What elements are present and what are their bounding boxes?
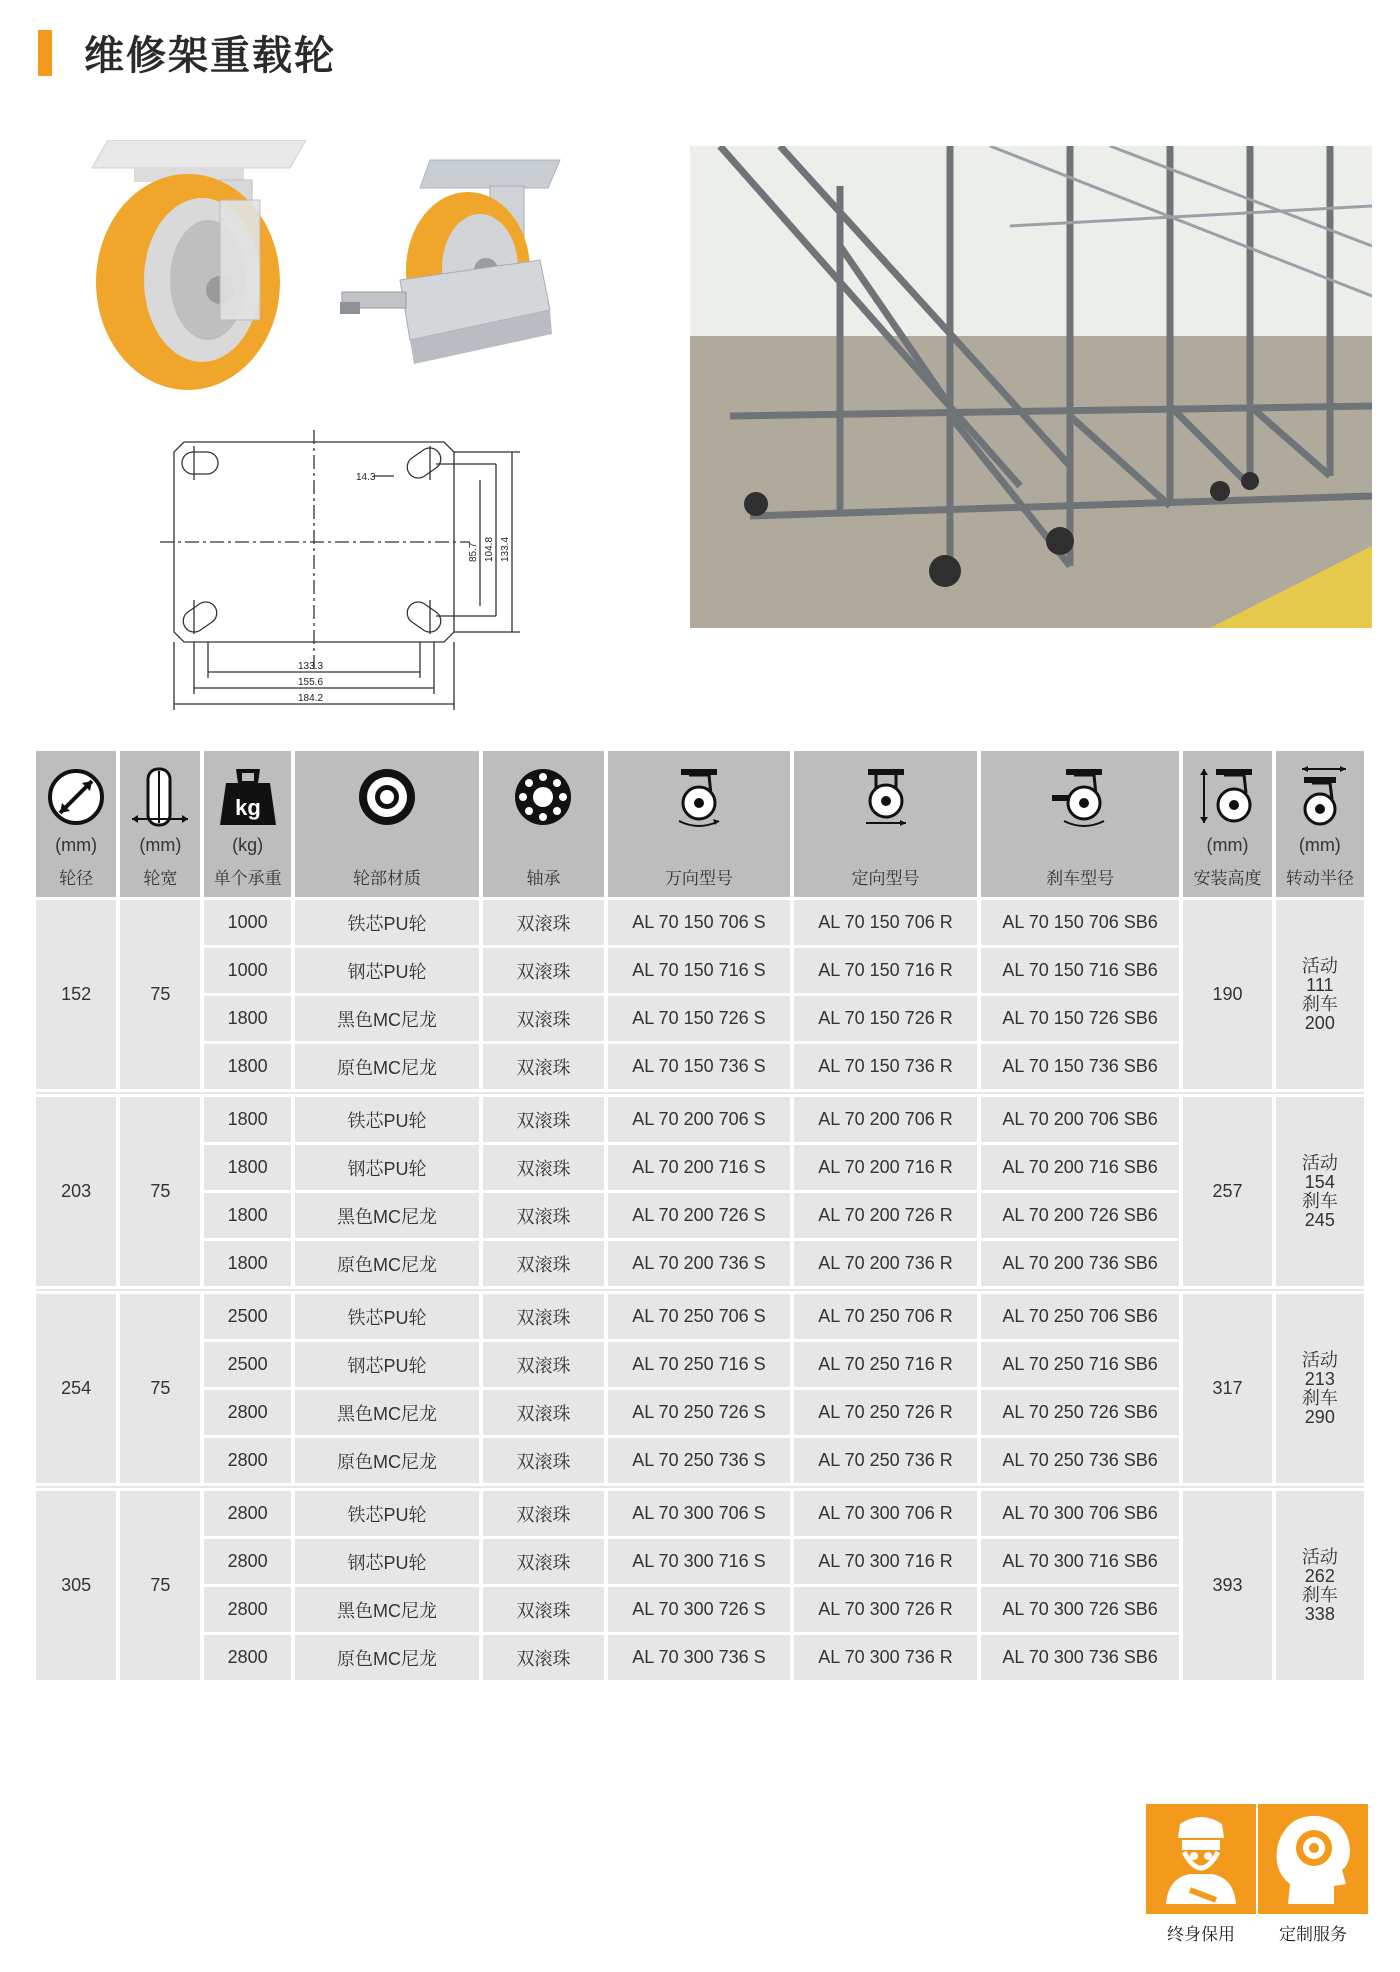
cell-swivel-radius xyxy=(1276,900,1364,1089)
cell-brake-model: AL 70 150 736 SB6 xyxy=(981,1044,1180,1089)
cell-bearing: 双滚珠 xyxy=(483,1193,603,1238)
cell-bearing: 双滚珠 xyxy=(483,1491,603,1536)
table-row xyxy=(36,900,1364,945)
brake-caster-photo xyxy=(340,150,570,380)
cell-mount-height: 317 xyxy=(1183,1294,1271,1483)
cell-diameter: 203 xyxy=(36,1097,116,1286)
cell-fixed-model: AL 70 250 716 R xyxy=(794,1342,977,1387)
table-row xyxy=(36,1342,1364,1387)
table-row xyxy=(36,1097,1364,1142)
cell-bearing: 双滚珠 xyxy=(483,1587,603,1632)
cell-fixed-model: AL 70 250 706 R xyxy=(794,1294,977,1339)
radius-line: 290 xyxy=(1304,1406,1335,1427)
swivel-caster-icon xyxy=(667,765,731,829)
cell-material: 原色MC尼龙 xyxy=(295,1044,480,1089)
dim-104-8: 104.8 xyxy=(484,536,495,562)
cell-fixed-model: AL 70 300 736 R xyxy=(794,1635,977,1680)
cell-swivel-model: AL 70 300 736 S xyxy=(608,1635,791,1680)
cell-material: 黑色MC尼龙 xyxy=(295,1390,480,1435)
lifetime-warranty-badge xyxy=(1146,1804,1256,1914)
cell-brake-model: AL 70 300 706 SB6 xyxy=(981,1491,1180,1536)
spec-table xyxy=(32,748,1368,1683)
cell-swivel-model: AL 70 250 716 S xyxy=(608,1342,791,1387)
cell-bearing: 双滚珠 xyxy=(483,1635,603,1680)
table-row xyxy=(36,996,1364,1041)
radius-line: 245 xyxy=(1304,1209,1335,1230)
fixed-caster-icon xyxy=(854,765,918,829)
cell-brake-model: AL 70 300 736 SB6 xyxy=(981,1635,1180,1680)
cell-brake-model: AL 70 300 726 SB6 xyxy=(981,1587,1180,1632)
cell-bearing: 双滚珠 xyxy=(483,900,603,945)
radius-line: 活动 xyxy=(1301,1546,1338,1567)
cell-width: 75 xyxy=(120,1491,200,1680)
table-row xyxy=(36,948,1364,993)
table-header-row xyxy=(36,751,1364,897)
cell-bearing: 双滚珠 xyxy=(483,1539,603,1584)
cell-swivel-model: AL 70 150 736 S xyxy=(608,1044,791,1089)
cell-swivel-model: AL 70 200 736 S xyxy=(608,1241,791,1286)
cell-bearing: 双滚珠 xyxy=(483,996,603,1041)
cell-bearing: 双滚珠 xyxy=(483,1438,603,1483)
cell-load: 1800 xyxy=(204,1044,290,1089)
radius-line: 活动 xyxy=(1301,955,1338,976)
lifetime-warranty-label: 终身保用 xyxy=(1167,1925,1235,1945)
table-row xyxy=(36,1635,1364,1680)
cell-brake-model: AL 70 250 706 SB6 xyxy=(981,1294,1180,1339)
header-load: kg (kg) 单个承重 xyxy=(204,751,290,897)
cell-material: 黑色MC尼龙 xyxy=(295,1193,480,1238)
cell-bearing: 双滚珠 xyxy=(483,1097,603,1142)
cell-bearing: 双滚珠 xyxy=(483,948,603,993)
cell-material: 铁芯PU轮 xyxy=(295,900,480,945)
header-swivel: 万向型号 xyxy=(608,751,791,897)
custom-service-badge xyxy=(1258,1804,1368,1914)
table-row xyxy=(36,1044,1364,1089)
cell-mount-height: 393 xyxy=(1183,1491,1271,1680)
dim-85-7: 85.7 xyxy=(468,542,479,562)
header-width: (mm) 轮宽 xyxy=(120,751,200,897)
cell-fixed-model: AL 70 250 736 R xyxy=(794,1438,977,1483)
cell-fixed-model: AL 70 300 726 R xyxy=(794,1587,977,1632)
cell-brake-model: AL 70 250 726 SB6 xyxy=(981,1390,1180,1435)
mount-height-icon xyxy=(1196,765,1260,829)
cell-material: 黑色MC尼龙 xyxy=(295,996,480,1041)
swivel-radius-icon xyxy=(1288,765,1352,829)
lifetime-warranty-icon xyxy=(1146,1804,1256,1914)
header-fixed: 定向型号 xyxy=(794,751,977,897)
svg-text:kg: kg xyxy=(234,795,261,820)
cell-material: 原色MC尼龙 xyxy=(295,1635,480,1680)
table-row xyxy=(36,1294,1364,1339)
radius-line: 活动 xyxy=(1301,1152,1338,1173)
radius-line: 刹车 xyxy=(1301,1387,1338,1408)
cell-swivel-model: AL 70 250 726 S xyxy=(608,1390,791,1435)
cell-diameter: 152 xyxy=(36,900,116,1089)
cell-fixed-model: AL 70 150 726 R xyxy=(794,996,977,1041)
spec-table-container xyxy=(36,748,1372,1683)
cell-width: 75 xyxy=(120,1294,200,1483)
cell-swivel-model: AL 70 150 726 S xyxy=(608,996,791,1041)
cell-bearing: 双滚珠 xyxy=(483,1390,603,1435)
radius-line: 200 xyxy=(1304,1012,1335,1033)
cell-material: 钢芯PU轮 xyxy=(295,948,480,993)
cell-diameter: 254 xyxy=(36,1294,116,1483)
mounting-plate-drawing xyxy=(160,430,540,720)
cell-brake-model: AL 70 200 726 SB6 xyxy=(981,1193,1180,1238)
cell-material: 黑色MC尼龙 xyxy=(295,1587,480,1632)
bearing-icon xyxy=(511,765,575,829)
dim-133-4: 133.4 xyxy=(500,536,511,562)
group-gap xyxy=(36,1289,1364,1291)
cell-material: 钢芯PU轮 xyxy=(295,1145,480,1190)
radius-line: 活动 xyxy=(1301,1349,1338,1370)
radius-line: 262 xyxy=(1304,1565,1335,1586)
cell-load: 1800 xyxy=(204,1241,290,1286)
cell-load: 2800 xyxy=(204,1635,290,1680)
table-row xyxy=(36,1193,1364,1238)
cell-swivel-model: AL 70 150 706 S xyxy=(608,900,791,945)
custom-service-icon xyxy=(1258,1804,1368,1914)
table-row xyxy=(36,1390,1364,1435)
cell-swivel-radius xyxy=(1276,1294,1364,1483)
cell-fixed-model: AL 70 250 726 R xyxy=(794,1390,977,1435)
table-row xyxy=(36,1241,1364,1286)
cell-load: 2500 xyxy=(204,1342,290,1387)
swivel-caster-photo xyxy=(70,140,310,400)
diameter-icon xyxy=(44,765,108,829)
cell-material: 铁芯PU轮 xyxy=(295,1097,480,1142)
cell-load: 1000 xyxy=(204,948,290,993)
cell-swivel-model: AL 70 200 706 S xyxy=(608,1097,791,1142)
table-row xyxy=(36,1539,1364,1584)
cell-bearing: 双滚珠 xyxy=(483,1044,603,1089)
cell-brake-model: AL 70 300 716 SB6 xyxy=(981,1539,1180,1584)
cell-bearing: 双滚珠 xyxy=(483,1294,603,1339)
cell-material: 铁芯PU轮 xyxy=(295,1294,480,1339)
cell-load: 2800 xyxy=(204,1438,290,1483)
cell-swivel-model: AL 70 300 726 S xyxy=(608,1587,791,1632)
cell-load: 2800 xyxy=(204,1491,290,1536)
cell-load: 1800 xyxy=(204,1193,290,1238)
radius-line: 338 xyxy=(1304,1603,1335,1624)
radius-line: 刹车 xyxy=(1301,1584,1338,1605)
group-gap xyxy=(36,1486,1364,1488)
cell-fixed-model: AL 70 150 706 R xyxy=(794,900,977,945)
cell-load: 1800 xyxy=(204,1097,290,1142)
cell-brake-model: AL 70 200 716 SB6 xyxy=(981,1145,1180,1190)
cell-fixed-model: AL 70 150 716 R xyxy=(794,948,977,993)
brake-caster-icon xyxy=(1048,765,1112,829)
dim-133-3: 133.3 xyxy=(298,661,324,672)
table-row xyxy=(36,1491,1364,1536)
wheel-material-icon xyxy=(355,765,419,829)
cell-fixed-model: AL 70 300 716 R xyxy=(794,1539,977,1584)
cell-load: 1000 xyxy=(204,900,290,945)
scaffold-photo xyxy=(690,146,1372,628)
cell-load: 2800 xyxy=(204,1539,290,1584)
cell-width: 75 xyxy=(120,1097,200,1286)
dim-14-3: 14.3 xyxy=(356,472,376,483)
cell-brake-model: AL 70 150 716 SB6 xyxy=(981,948,1180,993)
cell-brake-model: AL 70 200 736 SB6 xyxy=(981,1241,1180,1286)
cell-load: 1800 xyxy=(204,1145,290,1190)
radius-line: 刹车 xyxy=(1301,993,1338,1014)
cell-brake-model: AL 70 150 706 SB6 xyxy=(981,900,1180,945)
header-bearing: 轴承 xyxy=(483,751,603,897)
cell-material: 钢芯PU轮 xyxy=(295,1539,480,1584)
cell-bearing: 双滚珠 xyxy=(483,1241,603,1286)
cell-swivel-model: AL 70 200 726 S xyxy=(608,1193,791,1238)
cell-fixed-model: AL 70 200 706 R xyxy=(794,1097,977,1142)
page-title: 维修架重载轮 xyxy=(84,33,336,79)
cell-bearing: 双滚珠 xyxy=(483,1145,603,1190)
cell-fixed-model: AL 70 150 736 R xyxy=(794,1044,977,1089)
cell-load: 2800 xyxy=(204,1390,290,1435)
weight-kg-icon xyxy=(216,765,280,829)
radius-line: 111 xyxy=(1306,974,1334,995)
cell-diameter: 305 xyxy=(36,1491,116,1680)
cell-swivel-model: AL 70 200 716 S xyxy=(608,1145,791,1190)
cell-material: 原色MC尼龙 xyxy=(295,1241,480,1286)
cell-swivel-model: AL 70 150 716 S xyxy=(608,948,791,993)
cell-mount-height: 257 xyxy=(1183,1097,1271,1286)
cell-material: 原色MC尼龙 xyxy=(295,1438,480,1483)
header-mount-height: (mm) 安装高度 xyxy=(1183,751,1271,897)
cell-swivel-model: AL 70 300 716 S xyxy=(608,1539,791,1584)
cell-mount-height: 190 xyxy=(1183,900,1271,1089)
cell-swivel-model: AL 70 250 706 S xyxy=(608,1294,791,1339)
radius-line: 154 xyxy=(1304,1171,1335,1192)
cell-swivel-radius xyxy=(1276,1097,1364,1286)
wheel-width-icon xyxy=(128,765,192,829)
cell-fixed-model: AL 70 200 716 R xyxy=(794,1145,977,1190)
cell-load: 1800 xyxy=(204,996,290,1041)
dim-184-2: 184.2 xyxy=(298,693,324,704)
cell-material: 铁芯PU轮 xyxy=(295,1491,480,1536)
table-row xyxy=(36,1145,1364,1190)
cell-swivel-model: AL 70 300 706 S xyxy=(608,1491,791,1536)
cell-bearing: 双滚珠 xyxy=(483,1342,603,1387)
cell-brake-model: AL 70 250 736 SB6 xyxy=(981,1438,1180,1483)
header-diameter: (mm) 轮径 xyxy=(36,751,116,897)
cell-fixed-model: AL 70 200 736 R xyxy=(794,1241,977,1286)
table-row xyxy=(36,1438,1364,1483)
cell-load: 2800 xyxy=(204,1587,290,1632)
header-brake: 刹车型号 xyxy=(981,751,1180,897)
spec-table-body xyxy=(36,900,1364,1680)
cell-swivel-radius xyxy=(1276,1491,1364,1680)
title-accent-bar xyxy=(38,30,52,76)
custom-service-label: 定制服务 xyxy=(1279,1925,1347,1945)
radius-line: 213 xyxy=(1304,1368,1335,1389)
cell-fixed-model: AL 70 300 706 R xyxy=(794,1491,977,1536)
radius-line: 刹车 xyxy=(1301,1190,1338,1211)
cell-brake-model: AL 70 250 716 SB6 xyxy=(981,1342,1180,1387)
table-row xyxy=(36,1587,1364,1632)
header-material: 轮部材质 xyxy=(295,751,480,897)
cell-width: 75 xyxy=(120,900,200,1089)
cell-load: 2500 xyxy=(204,1294,290,1339)
cell-fixed-model: AL 70 200 726 R xyxy=(794,1193,977,1238)
dim-155-6: 155.6 xyxy=(298,677,324,688)
cell-swivel-model: AL 70 250 736 S xyxy=(608,1438,791,1483)
cell-brake-model: AL 70 200 706 SB6 xyxy=(981,1097,1180,1142)
cell-material: 钢芯PU轮 xyxy=(295,1342,480,1387)
group-gap xyxy=(36,1092,1364,1094)
header-swivel-radius: (mm) 转动半径 xyxy=(1276,751,1364,897)
cell-brake-model: AL 70 150 726 SB6 xyxy=(981,996,1180,1041)
